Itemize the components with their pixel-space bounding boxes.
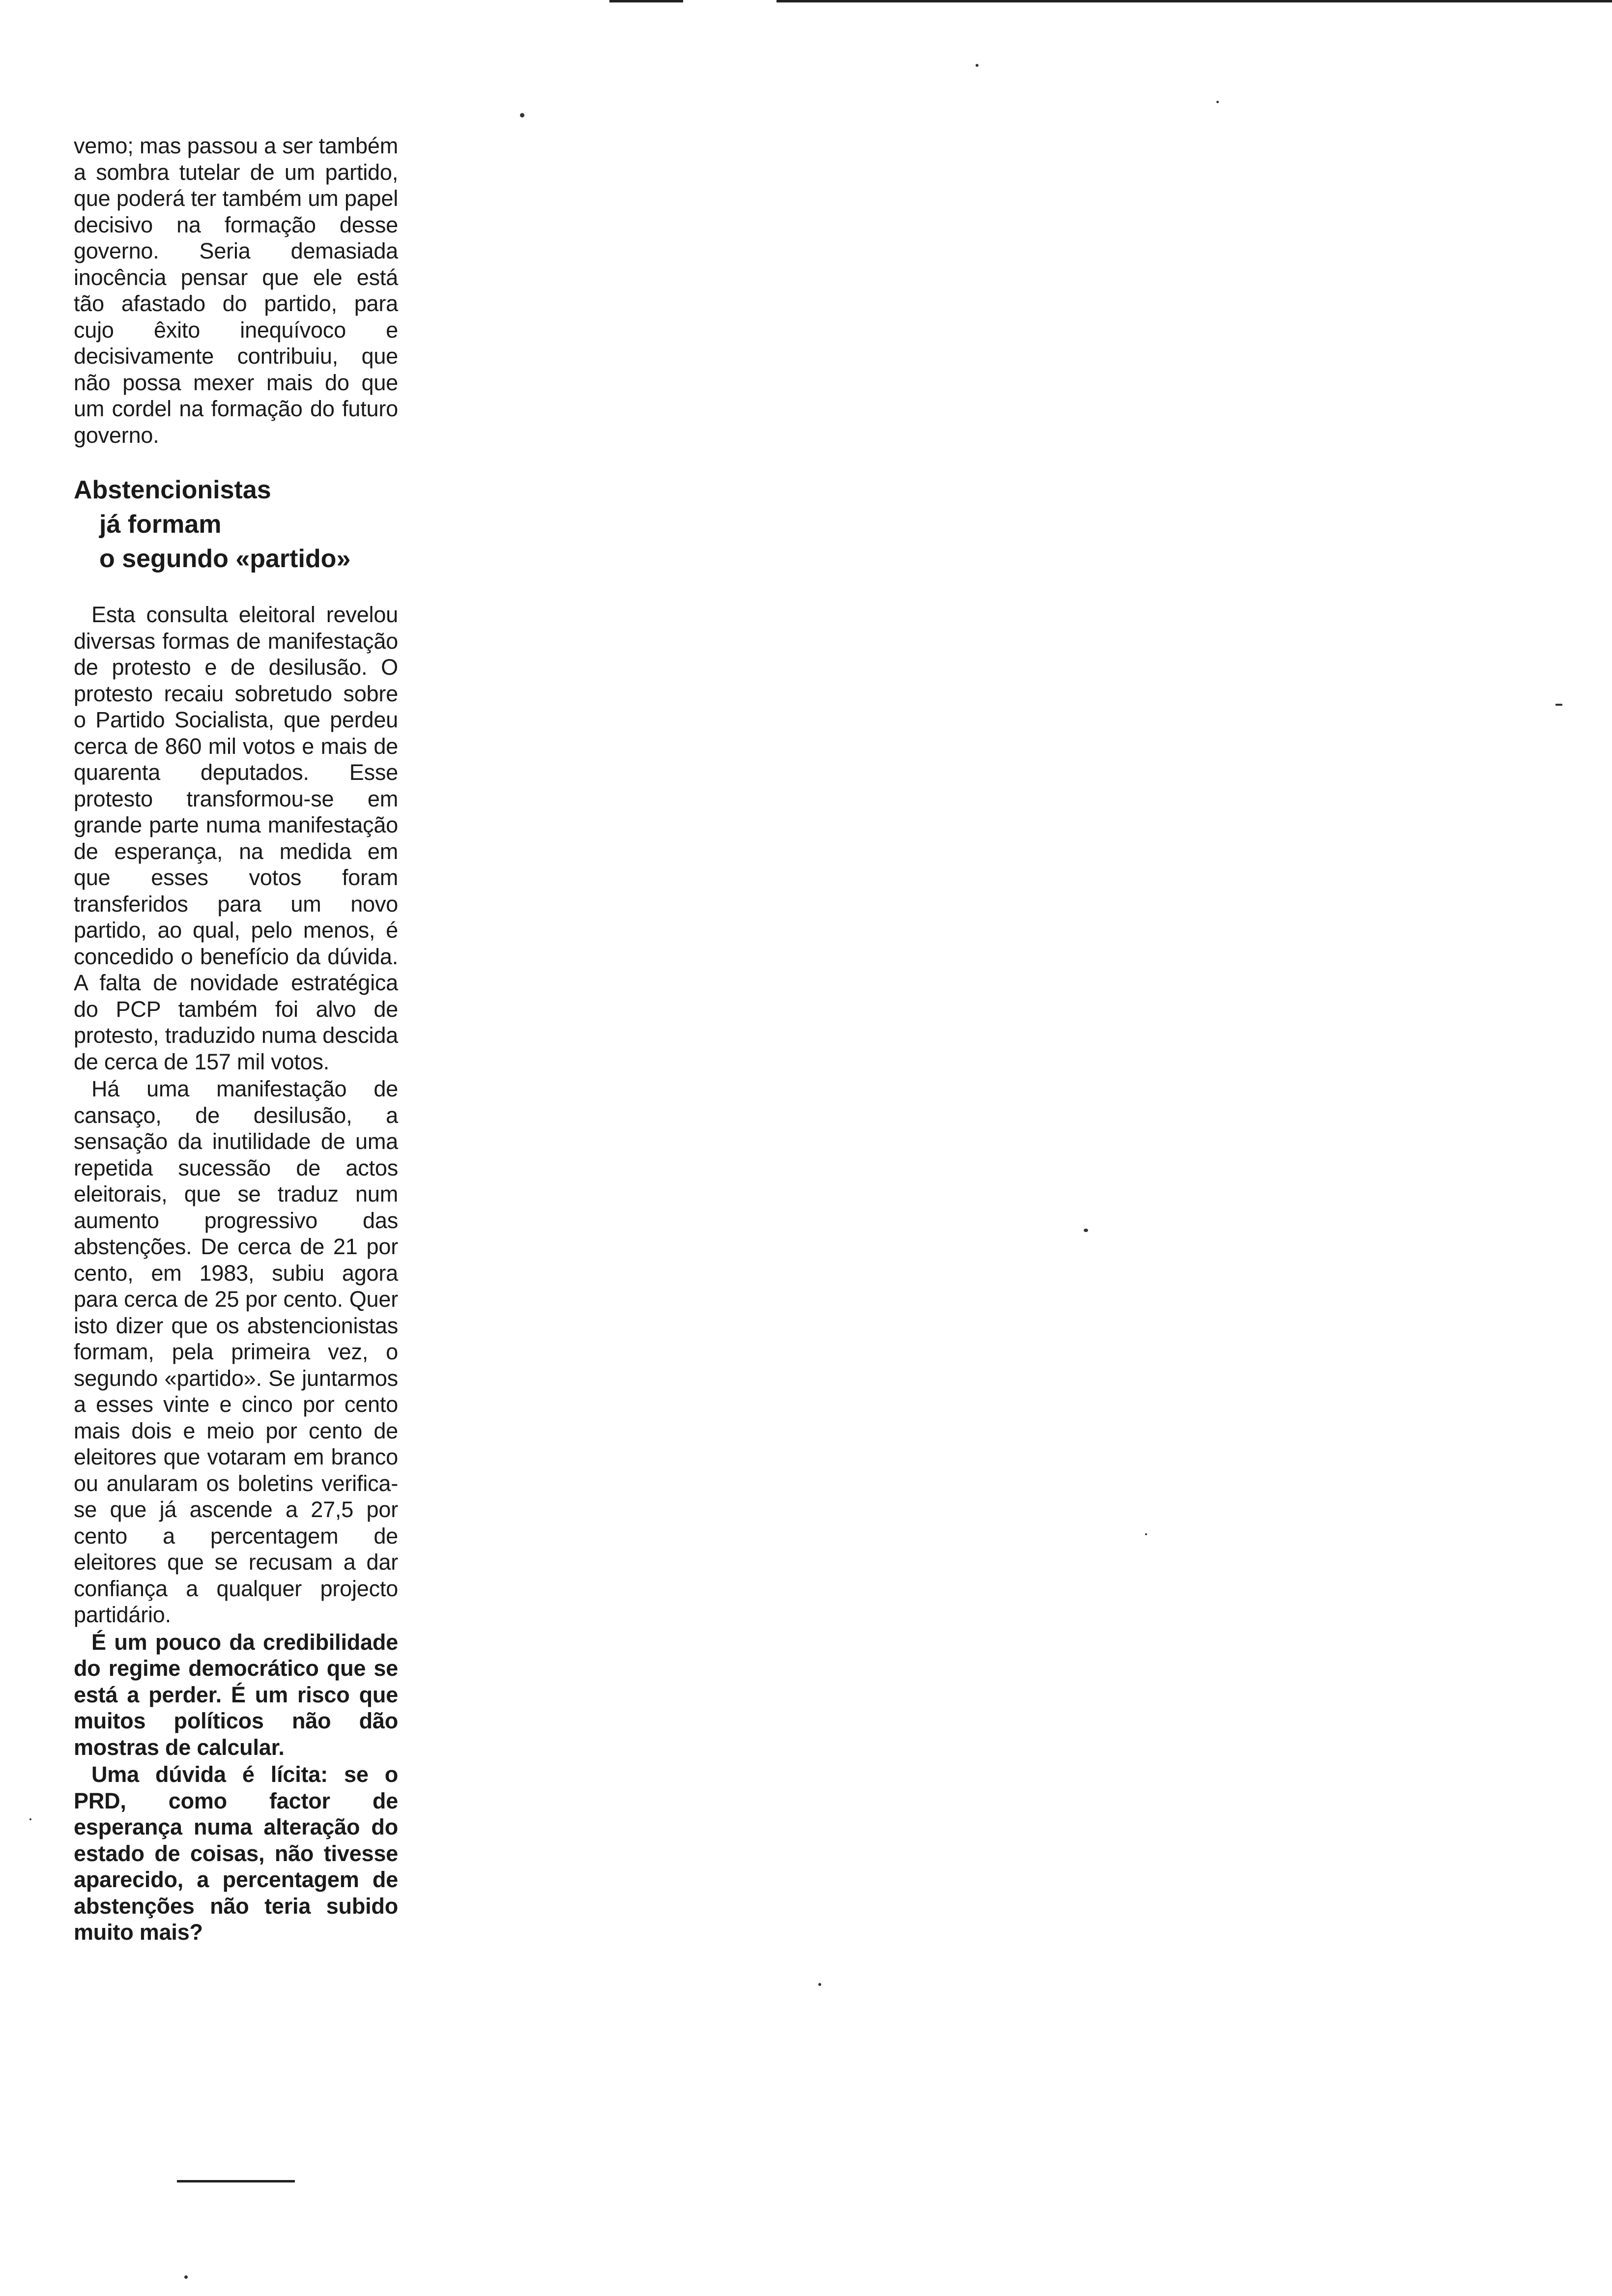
article-column [74, 133, 398, 1946]
body-paragraph-4: Uma dúvida é lícita: se o PRD, como factor de esperança numa alteração do estado de coisas, não tivesse aparecido, a percentagem de abstenções não teria subido muito mais? [74, 1762, 398, 1945]
heading-line-2: já formam [99, 510, 222, 539]
scan-speck [184, 2275, 188, 2279]
scan-speck [1145, 1533, 1147, 1535]
scan-speck [1084, 1229, 1088, 1232]
top-rule-right [777, 0, 1612, 2]
scan-speck [818, 1983, 821, 1986]
top-rule-left [609, 0, 683, 2]
section-heading [74, 473, 398, 576]
body-paragraph-3: É um pouco da credibilidade do regime democrático que se está a perder. É um risco que muitos políticos não dão mostras de calcular. [74, 1629, 398, 1760]
scan-speck [976, 64, 979, 67]
heading-line-3: o segundo «partido» [99, 545, 351, 573]
heading-line-1: Abstencionistas [74, 476, 271, 504]
scan-speck [1555, 704, 1562, 706]
body-paragraph-2: Há uma manifestação de cansaço, de desilusão, a sensação da inutilidade de uma repetida sucessão de actos eleitorais, que se traduz num aumento progressivo das abstenções. De cerca de 21 por cento, em 1983, subiu agora para cerca de 25 por cento. Quer isto dizer que os abstencionistas formam, pela primeira vez, o segundo «partido». Se juntarmos a esses vinte e cinco por cento mais dois e meio por cento de eleitores que votaram em branco ou anularam os boletins verifica-se que já ascende a 27,5 por cento a percentagem de eleitores que se recusam a dar confiança a qualquer projecto partidário. [74, 1076, 398, 1627]
end-rule [177, 2180, 295, 2182]
scan-speck [1216, 101, 1219, 103]
scan-speck [29, 1818, 31, 1820]
body-paragraph-1: Esta consulta eleitoral revelou diversas formas de manifestação de protesto e de desilusão. O protesto recaiu sobretudo sobre o Partido Socialista, que perdeu cerca de 860 mil votos e mais de quarenta deputados. Esse protesto transformou-se em grande parte numa manifestação de esperança, na medida em que esses votos foram transferidos para um novo partido, ao qual, pelo menos, é concedido o benefício da dúvida. A falta de novidade estratégica do PCP também foi alvo de protesto, traduzido numa descida de cerca de 157 mil votos. [74, 602, 398, 1074]
scan-speck [520, 113, 524, 117]
intro-paragraph: vemo; mas passou a ser também a sombra tutelar de um partido, que poderá ter também um papel decisivo na formação desse governo. Seria demasiada inocência pensar que ele está tão afastado do partido, para cujo êxito inequívoco e decisivamente contribuiu, que não possa mexer mais do que um cordel na formação do futuro governo. [74, 133, 398, 448]
